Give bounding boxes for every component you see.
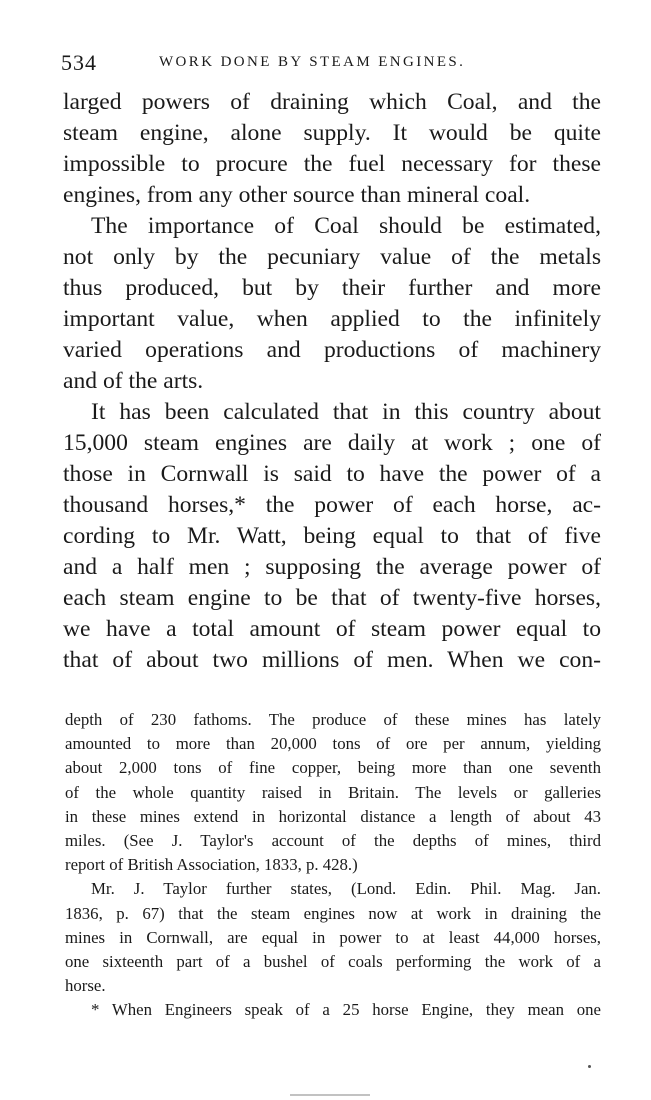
text-line: varied operations and productions of machinery [63,337,601,363]
footnotes [65,708,601,1023]
text-line: thousand horses,* the power of each horse, ac- [63,492,601,518]
text-line: cording to Mr. Watt, being equal to that of five [63,523,601,549]
footnote-line: miles. (See J. Taylor's account of the depths of mines, third [65,831,601,851]
page-header [61,50,601,74]
text-line: not only by the pecuniary value of the metals [63,244,601,270]
text-line: larged powers of draining which Coal, and the [63,89,601,115]
text-line: those in Cornwall is said to have the power of a [63,461,601,487]
footnote-line: one sixteenth part of a bushel of coals performing the work of a [65,952,601,972]
footnote-line: depth of 230 fathoms. The produce of these mines has lately [65,710,601,729]
text-line: 15,000 steam engines are daily at work ; one of [63,430,601,456]
page-number: 534 [61,50,97,75]
text-line: we have a total amount of steam power equal to [63,616,601,642]
footnote-line: 1836, p. 67) that the steam engines now at work in draining the [65,903,601,923]
footnote-line: in these mines extend in horizontal distance a length of about 43 [65,806,601,826]
text-line: and of the arts. [63,368,204,394]
footnote-line: of the whole quantity raised in Britain. The levels or galleries [65,782,601,802]
text-line: thus produced, but by their further and more [63,275,601,301]
text-line: that of about two millions of men. When we con- [63,647,601,673]
footnote-line: about 2,000 tons of fine copper, being more than one seventh [65,758,601,778]
text-line: important value, when applied to the infinitely [63,306,601,332]
text-line: steam engine, alone supply. It would be quite [63,120,601,146]
text-line: The importance of Coal should be estimated, [91,213,601,239]
text-line: impossible to procure the fuel necessary for these [63,151,601,177]
ink-speck [588,1065,591,1068]
footnote-line: report of British Association, 1833, p. 428.) [65,855,358,875]
text-line: each steam engine to be that of twenty-five horses, [63,585,601,611]
text-line: engines, from any other source than mineral coal. [63,182,531,208]
footnote-line: * When Engineers speak of a 25 horse Engine, they mean one [91,1000,601,1020]
scan-edge-mark [290,1094,370,1096]
footnote-line: horse. [65,976,106,996]
footnote-line: Mr. J. Taylor further states, (Lond. Edin. Phil. Mag. Jan. [91,879,601,899]
text-line: It has been calculated that in this country about [91,399,601,425]
running-head: WORK DONE BY STEAM ENGINES. [159,54,466,70]
text-line: and a half men ; supposing the average power of [63,554,601,580]
footnote-line: mines in Cornwall, are equal in power to at least 44,000 horses, [65,927,601,947]
footnote-line: amounted to more than 20,000 tons of ore per annum, yielding [65,734,601,754]
body-text [63,87,601,676]
